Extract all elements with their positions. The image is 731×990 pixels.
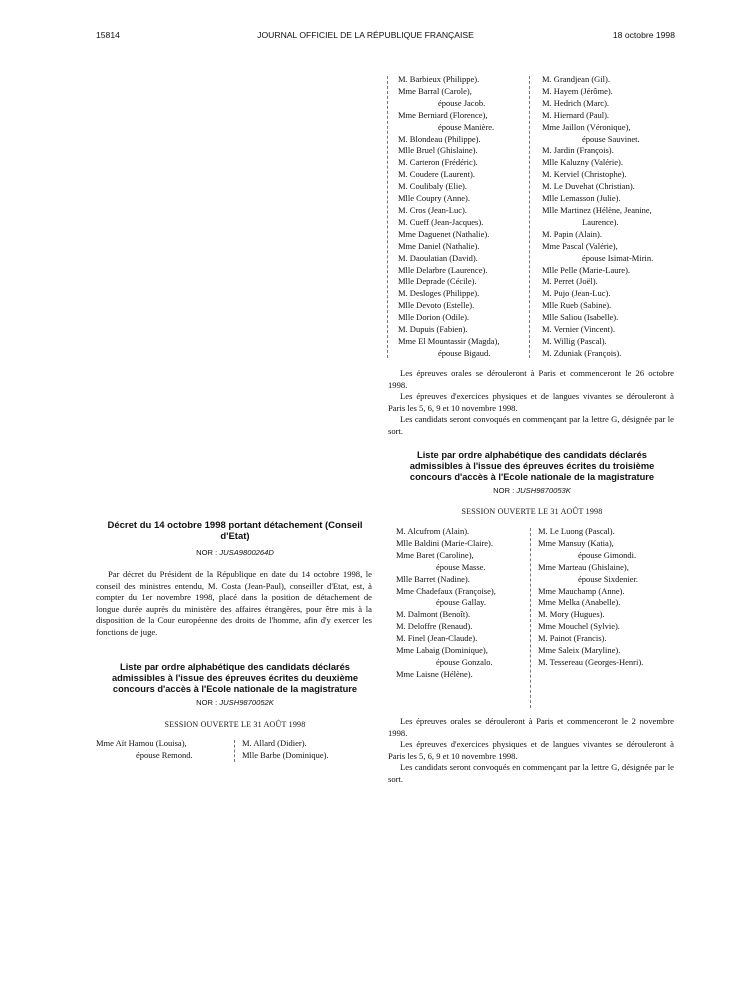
top-list-col1 — [398, 74, 500, 360]
note-paragraph: Les épreuves d'exercices physiques et de langues vivantes se dérouleront à Paris les 5, 6, 9 et 10 novembre 1998. — [388, 739, 674, 761]
list-item: Mlle Barbe (Dominique). — [242, 749, 329, 760]
list-item: épouse Remond. — [136, 749, 193, 760]
list-item: Mlle Lemasson (Julie). — [542, 193, 621, 204]
list-item: M. Finel (Jean-Claude). — [396, 633, 478, 644]
list-item: Mlle Bruel (Ghislaine). — [398, 145, 478, 156]
list-item: M. Desloges (Philippe). — [398, 288, 480, 299]
nor-label: NOR : — [493, 486, 515, 495]
list-item: M. Papin (Alain). — [542, 228, 602, 239]
list-item: M. Kerviel (Christophe). — [542, 169, 627, 180]
note-paragraph: Les candidats seront convoqués en commençant par la lettre G, désignée par le sort. — [388, 762, 674, 784]
list-item: épouse Gonzalo. — [436, 656, 493, 667]
list-item: Mme Jaillon (Véronique), — [542, 121, 631, 132]
issue-date: 18 octobre 1998 — [612, 30, 675, 40]
top-list-col2 — [542, 74, 653, 360]
list-item: épouse Isimat-Mirin. — [582, 252, 654, 263]
decret-paragraph: Par décret du Président de la République en date du 14 octobre 1998, le conseil des ministres entendu, M. Costa (Jean-Paul), conseiller d'Etat, est, à compter du 1er novembre 1998, placé dans la position de détachement de longue durée auprès du ministère des affaires étrangères, pour être mis à la disposition de la Cour européenne des droits de l'homme, afin d'y exercer les fonctions de juge. — [96, 569, 372, 637]
list-item: M. Mory (Hugues). — [538, 609, 605, 620]
deuxieme-col2 — [242, 738, 329, 762]
column-divider — [387, 76, 388, 358]
list-item: épouse Gimondi. — [578, 549, 637, 560]
list-item: épouse Masse. — [436, 561, 486, 572]
nor-label: NOR : — [196, 548, 218, 557]
list-item: M. Zduniak (François). — [542, 347, 622, 358]
list-item: Mlle Saliou (Isabelle). — [542, 312, 619, 323]
troisieme-col2 — [538, 526, 643, 669]
page-number: 15814 — [96, 30, 120, 40]
list-item: M. Grandjean (Gil). — [542, 74, 610, 84]
list-item: M. Tessereau (Georges-Henri). — [538, 656, 644, 667]
note-paragraph: Les épreuves orales se dérouleront à Paris et commenceront le 26 octobre 1998. — [388, 368, 674, 390]
list-item: M. Daoulatian (David). — [398, 252, 478, 263]
decret-title: Décret du 14 octobre 1998 portant détachement (Conseil d'Etat) — [107, 520, 363, 542]
list-item: Mme Daniel (Nathalie). — [398, 240, 480, 251]
top-notes — [388, 368, 674, 438]
list-item: M. Painot (Francis). — [538, 633, 607, 644]
list-item: Mme Barral (Carole), — [398, 85, 472, 96]
list-item: M. Coulibaly (Elie). — [398, 181, 467, 192]
list-item: Mlle Coupry (Anne). — [398, 193, 471, 204]
list-item: Mlle Martinez (Hélène, Jeanine, — [542, 204, 652, 215]
list-item: M. Hiernard (Paul). — [542, 109, 610, 120]
list-item: M. Hedrich (Marc). — [542, 97, 610, 108]
list-item: M. Jardin (François). — [542, 145, 614, 156]
list-item: Mlle Devoto (Estelle). — [398, 300, 475, 311]
list-item: M. Cueff (Jean-Jacques). — [398, 216, 484, 227]
troisieme-notes — [388, 716, 674, 786]
section-title-troisieme: Liste par ordre alphabétique des candidats déclarés admissibles à l'issue des épreuves écrites du troisième concours d'accès à l'Ecole nationale de la magistrature — [409, 450, 655, 482]
section-title-deuxieme: Liste par ordre alphabétique des candidats déclarés admissibles à l'issue des épreuves écrites du deuxième concours d'accès à l'Ecole nationale de la magistrature — [111, 662, 359, 694]
list-item: Mme Laisne (Hélène). — [396, 668, 473, 679]
decret-text — [96, 569, 372, 639]
list-item: épouse Jacob. — [438, 97, 486, 108]
column-divider — [530, 528, 531, 708]
list-item: épouse Sixdenier. — [578, 573, 638, 584]
session-line: SESSION OUVERTE LE 31 AOÛT 1998 — [461, 507, 603, 516]
list-item: épouse Bigaud. — [438, 347, 491, 358]
list-item: Mlle Rueb (Sabine). — [542, 300, 612, 311]
list-item: Mme Aït Hamou (Louisa), — [96, 738, 187, 748]
troisieme-col1 — [396, 526, 496, 681]
nor-reference — [100, 548, 370, 557]
nor-reference — [96, 698, 374, 707]
note-paragraph: Les épreuves d'exercices physiques et de langues vivantes se dérouleront à Paris les 5, 6, 9 et 10 novembre 1998. — [388, 391, 674, 413]
list-item: Mme Labaig (Dominique), — [396, 645, 488, 656]
list-item: M. Le Duvehat (Christian). — [542, 181, 635, 192]
list-item: M. Pujo (Jean-Luc). — [542, 288, 611, 299]
nor-code: JUSH9870053K — [516, 486, 571, 495]
list-item: M. Barbieux (Philippe). — [398, 74, 480, 84]
list-item: M. Hayem (Jérôme). — [542, 85, 613, 96]
list-item: épouse Manière. — [438, 121, 495, 132]
list-item: Mlle Dorion (Odile). — [398, 312, 470, 323]
list-item: M. Alcufrom (Alain). — [396, 526, 470, 536]
note-paragraph: Les épreuves orales se dérouleront à Paris et commenceront le 2 novembre 1998. — [388, 716, 674, 738]
list-item: Mme El Mountassir (Magda), — [398, 335, 500, 346]
list-item: Mme Berniard (Florence), — [398, 109, 488, 120]
list-item: Mme Mauchamp (Anne). — [538, 585, 625, 596]
list-item: Mlle Deprade (Cécile). — [398, 276, 477, 287]
list-item: M. Blondeau (Philippe). — [398, 133, 481, 144]
column-divider — [234, 740, 235, 762]
list-item: Mme Mouchel (Sylvie). — [538, 621, 620, 632]
list-item: M. Le Luong (Pascal). — [538, 526, 615, 536]
deuxieme-col1 — [96, 738, 193, 762]
list-item: M. Willig (Pascal). — [542, 335, 607, 346]
list-item: épouse Gallay. — [436, 597, 486, 608]
list-item: Mme Daguenet (Nathalie). — [398, 228, 490, 239]
list-item: Mme Baret (Caroline), — [396, 549, 474, 560]
list-item: Mlle Delarbre (Laurence). — [398, 264, 488, 275]
list-item: Mlle Pelle (Marie-Laure). — [542, 264, 631, 275]
list-item: Mlle Baldini (Marie-Claire). — [396, 537, 494, 548]
nor-label: NOR : — [196, 698, 218, 707]
list-item: Mme Chadefaux (Françoise), — [396, 585, 496, 596]
list-item: M. Cros (Jean-Luc). — [398, 204, 467, 215]
list-item: M. Allard (Didier). — [242, 738, 307, 748]
column-divider — [529, 76, 530, 358]
list-item: Mme Marteau (Ghislaine), — [538, 561, 629, 572]
list-item: M. Dalmont (Benoît). — [396, 609, 471, 620]
list-item: M. Deloffre (Renaud). — [396, 621, 473, 632]
nor-code: JUSA9800264D — [219, 548, 274, 557]
list-item: M. Perret (Joël). — [542, 276, 598, 287]
list-item: Mlle Kaluzny (Valérie). — [542, 157, 623, 168]
list-item: M. Dupuis (Fabien). — [398, 324, 468, 335]
list-item: Mme Saleix (Maryline). — [538, 645, 621, 656]
note-paragraph: Les candidats seront convoqués en commençant par la lettre G, désignée par le sort. — [388, 414, 674, 436]
list-item: M. Coudere (Laurent). — [398, 169, 475, 180]
nor-reference — [392, 486, 672, 495]
session-line: SESSION OUVERTE LE 31 AOÛT 1998 — [164, 720, 306, 729]
list-item: M. Vernier (Vincent). — [542, 324, 615, 335]
list-item: Mme Pascal (Valérie), — [542, 240, 618, 251]
list-item: épouse Sauvinet. — [582, 133, 640, 144]
list-item: Mlle Barret (Nadine). — [396, 573, 470, 584]
list-item: Mme Mansuy (Katia), — [538, 537, 614, 548]
nor-code: JUSH9870052K — [219, 698, 274, 707]
journal-title: JOURNAL OFFICIEL DE LA RÉPUBLIQUE FRANÇAISE — [257, 30, 474, 40]
list-item: M. Carteron (Frédéric). — [398, 157, 478, 168]
list-item: Mme Melka (Anabelle). — [538, 597, 621, 608]
list-item: Laurence). — [582, 216, 619, 227]
